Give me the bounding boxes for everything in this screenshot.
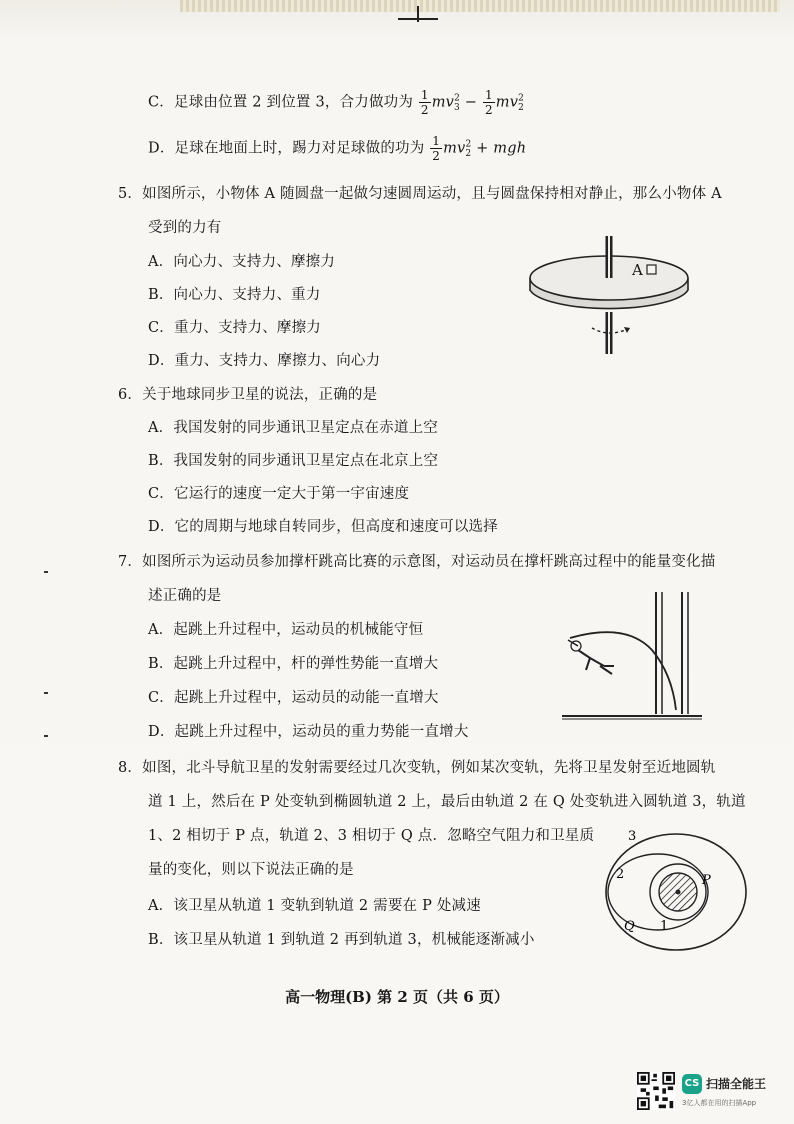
q6-option-a: A．我国发射的同步通讯卫星定点在赤道上空 xyxy=(148,420,438,436)
point-q-label: Q xyxy=(624,919,635,934)
q8-option-a: A．该卫星从轨道 1 变轨到轨道 2 需要在 P 处减速 xyxy=(148,898,481,914)
q8-option-b: B．该卫星从轨道 1 到轨道 2 再到轨道 3，机械能逐渐减小 xyxy=(148,932,535,948)
fraction xyxy=(483,88,495,117)
orbit-1-label: 1 xyxy=(660,919,669,934)
margin-mark xyxy=(44,571,48,573)
qr-code-icon xyxy=(637,1072,675,1110)
q5-stem: 5．如图所示，小物体 A 随圆盘一起做匀速圆周运动，且与圆盘保持相对静止，那么小物体 A xyxy=(118,186,722,202)
math-exponent: 2 xyxy=(465,139,472,150)
q5-option-c: C．重力、支持力、摩擦力 xyxy=(148,320,321,336)
orbit-3-label: 3 xyxy=(628,829,637,844)
q4-option-d xyxy=(148,134,526,164)
math-subscript: 2 xyxy=(518,103,524,114)
athlete-body xyxy=(578,650,614,674)
camscanner-logo: CS xyxy=(682,1074,702,1094)
vault-pole xyxy=(570,632,676,710)
math-subscript: 3 xyxy=(454,103,460,114)
math-term: mv xyxy=(443,140,466,157)
q5-option-b: B．向心力、支持力、重力 xyxy=(148,287,321,303)
fraction-denominator: 2 xyxy=(484,103,493,117)
q7-option-d: D．起跳上升过程中，运动员的重力势能一直增大 xyxy=(148,724,469,740)
q7-option-c: C．起跳上升过程中，运动员的动能一直增大 xyxy=(148,690,439,706)
pole-vault-figure xyxy=(556,586,706,736)
fraction xyxy=(430,134,442,163)
q8-stem: 1、2 相切于 P 点，轨道 2、3 相切于 Q 点．忽略空气阻力和卫星质 xyxy=(148,828,595,844)
math-subscript: 2 xyxy=(465,149,472,160)
q6-option-b: B．我国发射的同步通讯卫星定点在北京上空 xyxy=(148,453,439,469)
point-p-label: P xyxy=(702,873,711,888)
fraction-numerator: 1 xyxy=(420,88,429,102)
math-exponent: 2 xyxy=(454,93,461,104)
q8-stem: 道 1 上，然后在 P 处变轨到椭圆轨道 2 上，最后由轨道 2 在 Q 处变轨进入圆轨道 3，轨道 xyxy=(148,794,746,810)
rotation-arrowhead xyxy=(624,327,630,333)
page-footer: 高一物理(B) 第 2 页（共 6 页） xyxy=(285,988,509,1006)
q4-option-c-text: C．足球由位置 2 到位置 3，合力做功为 xyxy=(148,94,414,111)
fraction-denominator: 2 xyxy=(432,149,441,163)
fraction-numerator: 1 xyxy=(432,134,441,148)
q4-option-c xyxy=(148,88,524,118)
fraction xyxy=(419,88,431,117)
orbit-2-label: 2 xyxy=(616,867,625,882)
q7-stem: 7．如图所示为运动员参加撑杆跳高比赛的示意图，对运动员在撑杆跳高过程中的能量变化描 xyxy=(118,554,716,570)
q6-option-d: D．它的周期与地球自转同步，但高度和速度可以选择 xyxy=(148,519,498,535)
earth-center xyxy=(676,890,681,895)
math-term: + mgh xyxy=(476,140,527,157)
camscanner-subtitle: 3亿人都在用的扫描App xyxy=(682,1099,757,1107)
object-a-label: A xyxy=(632,261,643,279)
object-a-block xyxy=(647,265,656,274)
q5-option-d: D．重力、支持力、摩擦力、向心力 xyxy=(148,353,381,369)
minus-sign: − xyxy=(464,94,478,111)
q7-option-b: B．起跳上升过程中，杆的弹性势能一直增大 xyxy=(148,656,439,672)
margin-mark xyxy=(44,735,48,737)
q7-option-a: A．起跳上升过程中，运动员的机械能守恒 xyxy=(148,622,424,638)
margin-mark xyxy=(44,692,48,694)
q7-stem: 述正确的是 xyxy=(148,588,222,604)
q4-option-d-text: D．足球在地面上时，踢力对足球做的功为 xyxy=(148,140,425,157)
binding-mark xyxy=(398,6,438,22)
fraction-denominator: 2 xyxy=(420,103,429,117)
q5-stem: 受到的力有 xyxy=(148,220,222,236)
q5-option-a: A．向心力、支持力、摩擦力 xyxy=(148,254,336,270)
orbit-figure xyxy=(600,826,760,954)
math-term: mv xyxy=(495,94,519,111)
math-term: mv xyxy=(431,94,455,111)
q8-stem: 8．如图，北斗导航卫星的发射需要经过几次变轨，例如某次变轨，先将卫星发射至近地圆轨 xyxy=(118,760,716,776)
fraction-numerator: 1 xyxy=(484,88,493,102)
scan-edge xyxy=(180,0,780,12)
q8-stem: 量的变化，则以下说法正确的是 xyxy=(148,862,354,878)
camscanner-title: 扫描全能王 xyxy=(706,1077,767,1091)
q6-option-c: C．它运行的速度一定大于第一宇宙速度 xyxy=(148,486,410,502)
rotating-disk-figure xyxy=(524,232,694,362)
math-exponent: 2 xyxy=(518,93,525,104)
q6-stem: 6．关于地球同步卫星的说法，正确的是 xyxy=(118,387,378,403)
